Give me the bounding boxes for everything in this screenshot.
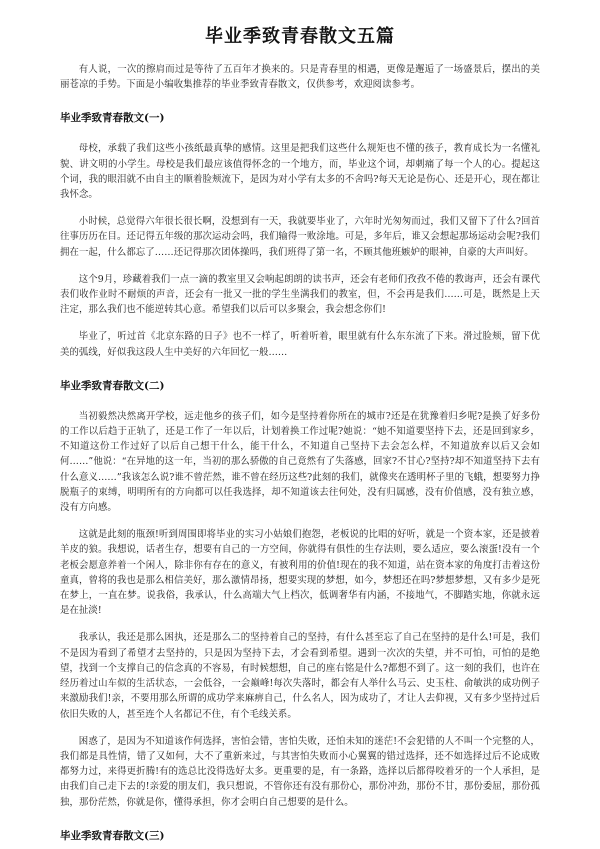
document-title: 毕业季致青春散文五篇	[205, 26, 395, 47]
paragraph: 母校，承载了我们这些小孩纸最真挚的感情。这里是把我们这些什么规矩也不懂的孩子，教育成长为一名懂礼貌、讲文明的小学生。母校是我们最应该值得怀念的一个地方，而，毕业这个词，却刺痛了每一个人的心。提起这个词，我的眼泪就不由自主的顺着脸颊流下，是因为对小学有太多的不舍吗?每天无论是伤心、还是开心，现在都让我怀念。	[60, 143, 540, 201]
section-1	[60, 110, 540, 359]
section-heading: 毕业季致青春散文(二)	[60, 379, 165, 392]
paragraph: 困惑了，是因为不知道该作何选择，害怕会错，害怕失败，还怕未知的迷茫!不会犯错的人不叫一个完整的人，我们都是具性情，错了又如何，大不了重新来过，与其害怕失败而小心翼翼的错过选择，还不如选择过后不论成败都努力过，来得更折腾!有的选总比没得选好太多。更重要的是，有一条路，选择以后都得咬着牙的一个人承担，是由我们自己走下去的!亲爱的朋友们，我只想说，不管你还有没有那份心，那份冲劲，那份不甘，那份委屈，那份孤独，那份茫然，你就是你，懂得承担，你才会明白自己想要的是什么。	[60, 735, 540, 808]
paragraph: 当初毅然决然离开学校，远走他乡的孩子们，如今是坚持着你所在的城市?还是在犹豫着归乡呢?是换了好多份的工作以后趋于正轨了，还是工作了一年以后，计划着换工作过呢?她说：“她不知道要坚持下去，还是回到家乡，不知道这份工作过好了以后自己想干什么，能干什么，不知道自己坚持下去会怎么样，不知道放弃以后又会如何……”他说：“在异地的这一年，当初的那么骄傲的自己竟然有了失落感，回家?不甘心?坚持?却不知道坚持下去有什么意义……”我该怎么说?谁不曾茫然，谁不曾在经历这些?此刻的我们，就像夹在透明杯子里的飞蛾，想要努力挣脱瓶子的束缚，明明所有的方向都可以任我选择，却不知道该去往何处，没有归属感，没有价值感，没有独立感，没有方向感。	[60, 410, 540, 514]
section-3	[60, 828, 540, 843]
section-heading: 毕业季致青春散文(三)	[60, 829, 165, 842]
section-2	[60, 378, 540, 810]
paragraph: 毕业了，听过首《北京东路的日子》也不一样了，听着听着，眼里就有什么东东流了下来。滑过脸颊，留下优美的弧线，好似我这段人生中美好的六年回忆一般……	[60, 331, 540, 358]
paragraph: 我承认，我还是那么困执，还是那么二的坚持着自己的坚持，有什么甚至忘了自己在坚持的是什么!可是，我们不是因为看到了希望才去坚持的，只是因为坚持下去，才会看到希望。遇到一次次的失望，并不可怕，可怕的是绝望，找到一个支撑自己的信念真的不容易，有时候想想，自己的座右铭是什么?都想不到了。这一刻的我们，也许在经历着过山车似的生活状态，一会低谷，一会巅峰!每次失落时，都会有人举什么马云、史玉柱、俞敏洪的成功例子来激励我们!亲，不要用那么所谓的成功学来麻痹自己，什么名人，因为成功了，才让人去仰视，又有多少坚持过后依旧失败的人，甚至连个人名都记不住，有个毛线关系。	[60, 632, 540, 720]
paragraph: 这个9月，珍藏着我们一点一滴的教室里又会响起朗朗的读书声，还会有老师们孜孜不倦的教诲声，还会有课代表们收作业时不耐烦的声音，还会有一批又一批的学生坐满我们的教室，但，不会再是我们……可是，既然是上天注定，那么我们也不能逆转其心意。希望我们以后可以多聚会，我会想念你们!	[60, 273, 540, 316]
section-heading: 毕业季致青春散文(一)	[60, 112, 165, 125]
intro-paragraph: 有人说，一次的擦肩而过是等待了五百年才换来的。只是青春里的相遇，更像是邂逅了一场盛景后，摆出的美丽苍凉的手势。下面是小编收集推荐的毕业季致青春散文，仅供参考，欢迎阅读参考。	[60, 64, 540, 91]
paragraph: 小时候，总觉得六年很长很长啊，没想到有一天，我就要毕业了，六年时光匆匆而过，我们又留下了什么?回首往事历历在目。还记得五年级的那次运动会吗，我们输得一败涂地。可是，多年后，谁又会想起那场运动会呢?我们拥在一起，什么都忘了……还记得那次团体操吗，我们班得了第一名，不顾其他班嫉妒的眼神，自豪的大声叫好。	[60, 216, 540, 258]
paragraph: 这就是此刻的瓶颈!听到周围即将毕业的实习小姑娘们抱怨，老板说的比唱的好听，就是一个资本家，还是披着羊皮的狼。我想说，话者生存，想要有自己的一方空间，你就得有俱性的生存法则，要么适应，要么滚蛋!没有一个老板会愿意养着一个闲人，除非你有存在的意义，有被利用的价值!现在的我不知道，站在资本家的角度打击着这份童真，曾将的我也是那么相信美好，那么激情昂扬，想要实现的梦想，如今，梦想还在吗?梦想梦想，又有多少是死在梦上，一直在梦。说我俗，我承认，什么高端大气上档次，低调奢华有内涵，不接地气，不脚踏实地，你就永远是在扯淡!	[60, 529, 540, 617]
